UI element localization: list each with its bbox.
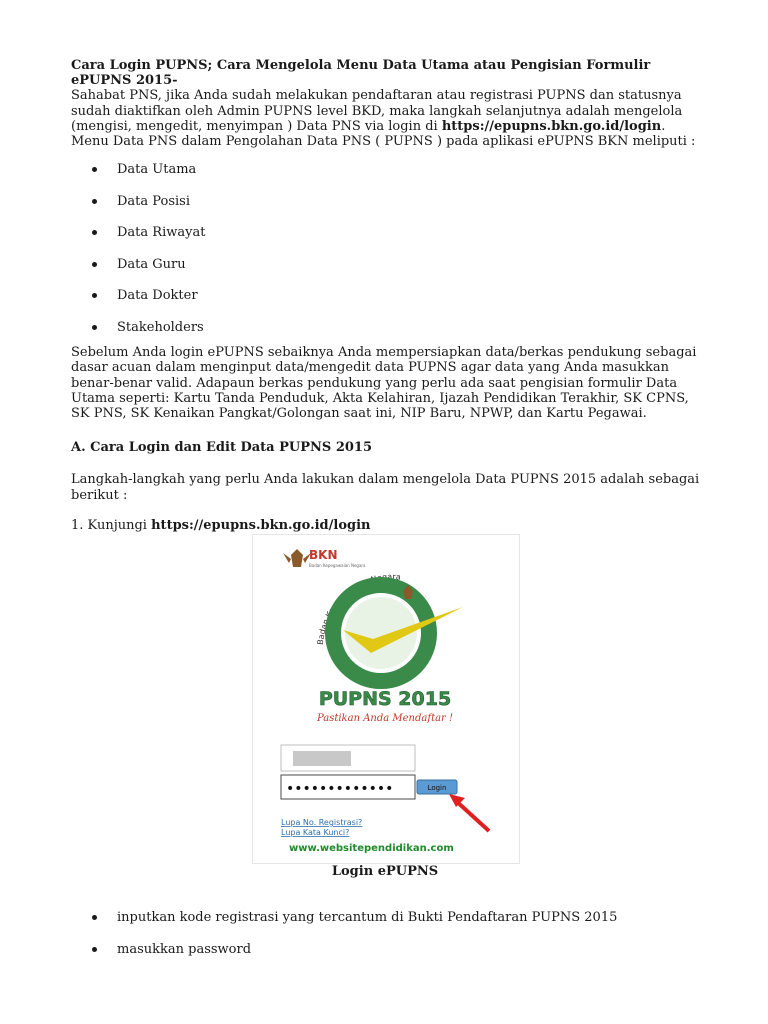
section-a-heading: A. Cara Login dan Edit Data PUPNS 2015: [71, 440, 372, 456]
list-item: Stakeholders: [71, 320, 701, 335]
pupns-logo-icon: [333, 585, 463, 681]
intro-paragraph: [71, 58, 701, 149]
menu-list: [71, 162, 701, 335]
bullet-icon: [92, 262, 97, 267]
step-1: 1. Kunjungi https://epupns.bkn.go.id/login: [71, 517, 371, 533]
epupns-login-image: [253, 535, 519, 863]
figure-caption: Login ePUPNS: [331, 864, 439, 879]
login-steps: [71, 910, 701, 973]
article-title: Cara Login PUPNS; Cara Mengelola Menu Data Utama atau Pengisian Formulir ePUPNS 2015-: [71, 58, 651, 89]
login-url-link[interactable]: https://epupns.bkn.go.id/login: [441, 118, 662, 134]
pupns-title: PUPNS 2015: [318, 688, 452, 710]
list-item: Data Posisi: [71, 194, 701, 209]
bkn-subtitle: Badan Kepegawaian Negara: [309, 563, 366, 568]
forgot-password-link[interactable]: Lupa Kata Kunci?: [281, 828, 350, 837]
step-1-link[interactable]: https://epupns.bkn.go.id/login: [151, 517, 371, 533]
intro-text: Sahabat PNS, jika Anda sudah melakukan pendaftaran atau registrasi PUPNS dan statusnya sudah diaktifkan oleh Admin PUPNS level BKD, maka langkah selanjutnya adalah mengelola (mengisi, mengedit, menyimpan ) Data PNS via login di: [71, 88, 683, 134]
bullet-icon: [92, 167, 97, 172]
tagline: Pastikan Anda Mendaftar !: [316, 713, 454, 724]
forgot-registration-link[interactable]: Lupa No. Registrasi?: [281, 818, 363, 827]
bullet-icon: [92, 915, 97, 920]
list-item: Data Guru: [71, 257, 701, 272]
list-item: Data Riwayat: [71, 225, 701, 240]
garuda-emblem-icon: [283, 549, 311, 567]
red-arrow-icon: [449, 794, 489, 831]
steps-list: [71, 910, 701, 957]
login-screenshot-figure: [252, 534, 520, 864]
list-item: Data Dokter: [71, 288, 701, 303]
bullet-icon: [92, 947, 97, 952]
bullet-icon: [92, 199, 97, 204]
preparation-paragraph: Sebelum Anda login ePUPNS sebaiknya Anda mempersiapkan data/berkas pendukung sebagai dasar acuan dalam menginput data/mengedit data PUPNS agar data yang Anda masukkan benar-benar valid. Adapaun berkas pendukung yang perlu ada saat pengisian formulir Data Utama seperti: Kartu Tanda Penduduk, Akta Kelahiran, Ijazah Pendidikan Terakhir, SK CPNS, SK PNS, SK Kenaikan Pangkat/Golongan saat ini, NIP Baru, NPWP, dan Kartu Pegawai.: [71, 345, 697, 422]
login-button-label: Login: [427, 784, 447, 792]
section-a-intro: Langkah-langkah yang perlu Anda lakukan dalam mengelola Data PUPNS 2015 adalah sebagai berikut :: [71, 472, 700, 503]
list-item: masukkan password: [71, 942, 701, 957]
password-mask: •••••••••••••: [286, 781, 394, 797]
bullet-icon: [92, 230, 97, 235]
list-item: Data Utama: [71, 162, 701, 177]
document-body: [71, 58, 701, 533]
list-item: inputkan kode registrasi yang tercantum di Bukti Pendaftaran PUPNS 2015: [71, 910, 701, 925]
intro-text-end: . Menu Data PNS dalam Pengolahan Data PNS ( PUPNS ) pada aplikasi ePUPNS BKN meliputi :: [71, 118, 696, 150]
arc-text: Badan Kepegawaian Negara: [315, 572, 402, 646]
website-watermark: www.websitependidikan.com: [289, 843, 454, 854]
bullet-icon: [92, 325, 97, 330]
bkn-label: BKN: [309, 548, 338, 562]
bullet-icon: [92, 293, 97, 298]
